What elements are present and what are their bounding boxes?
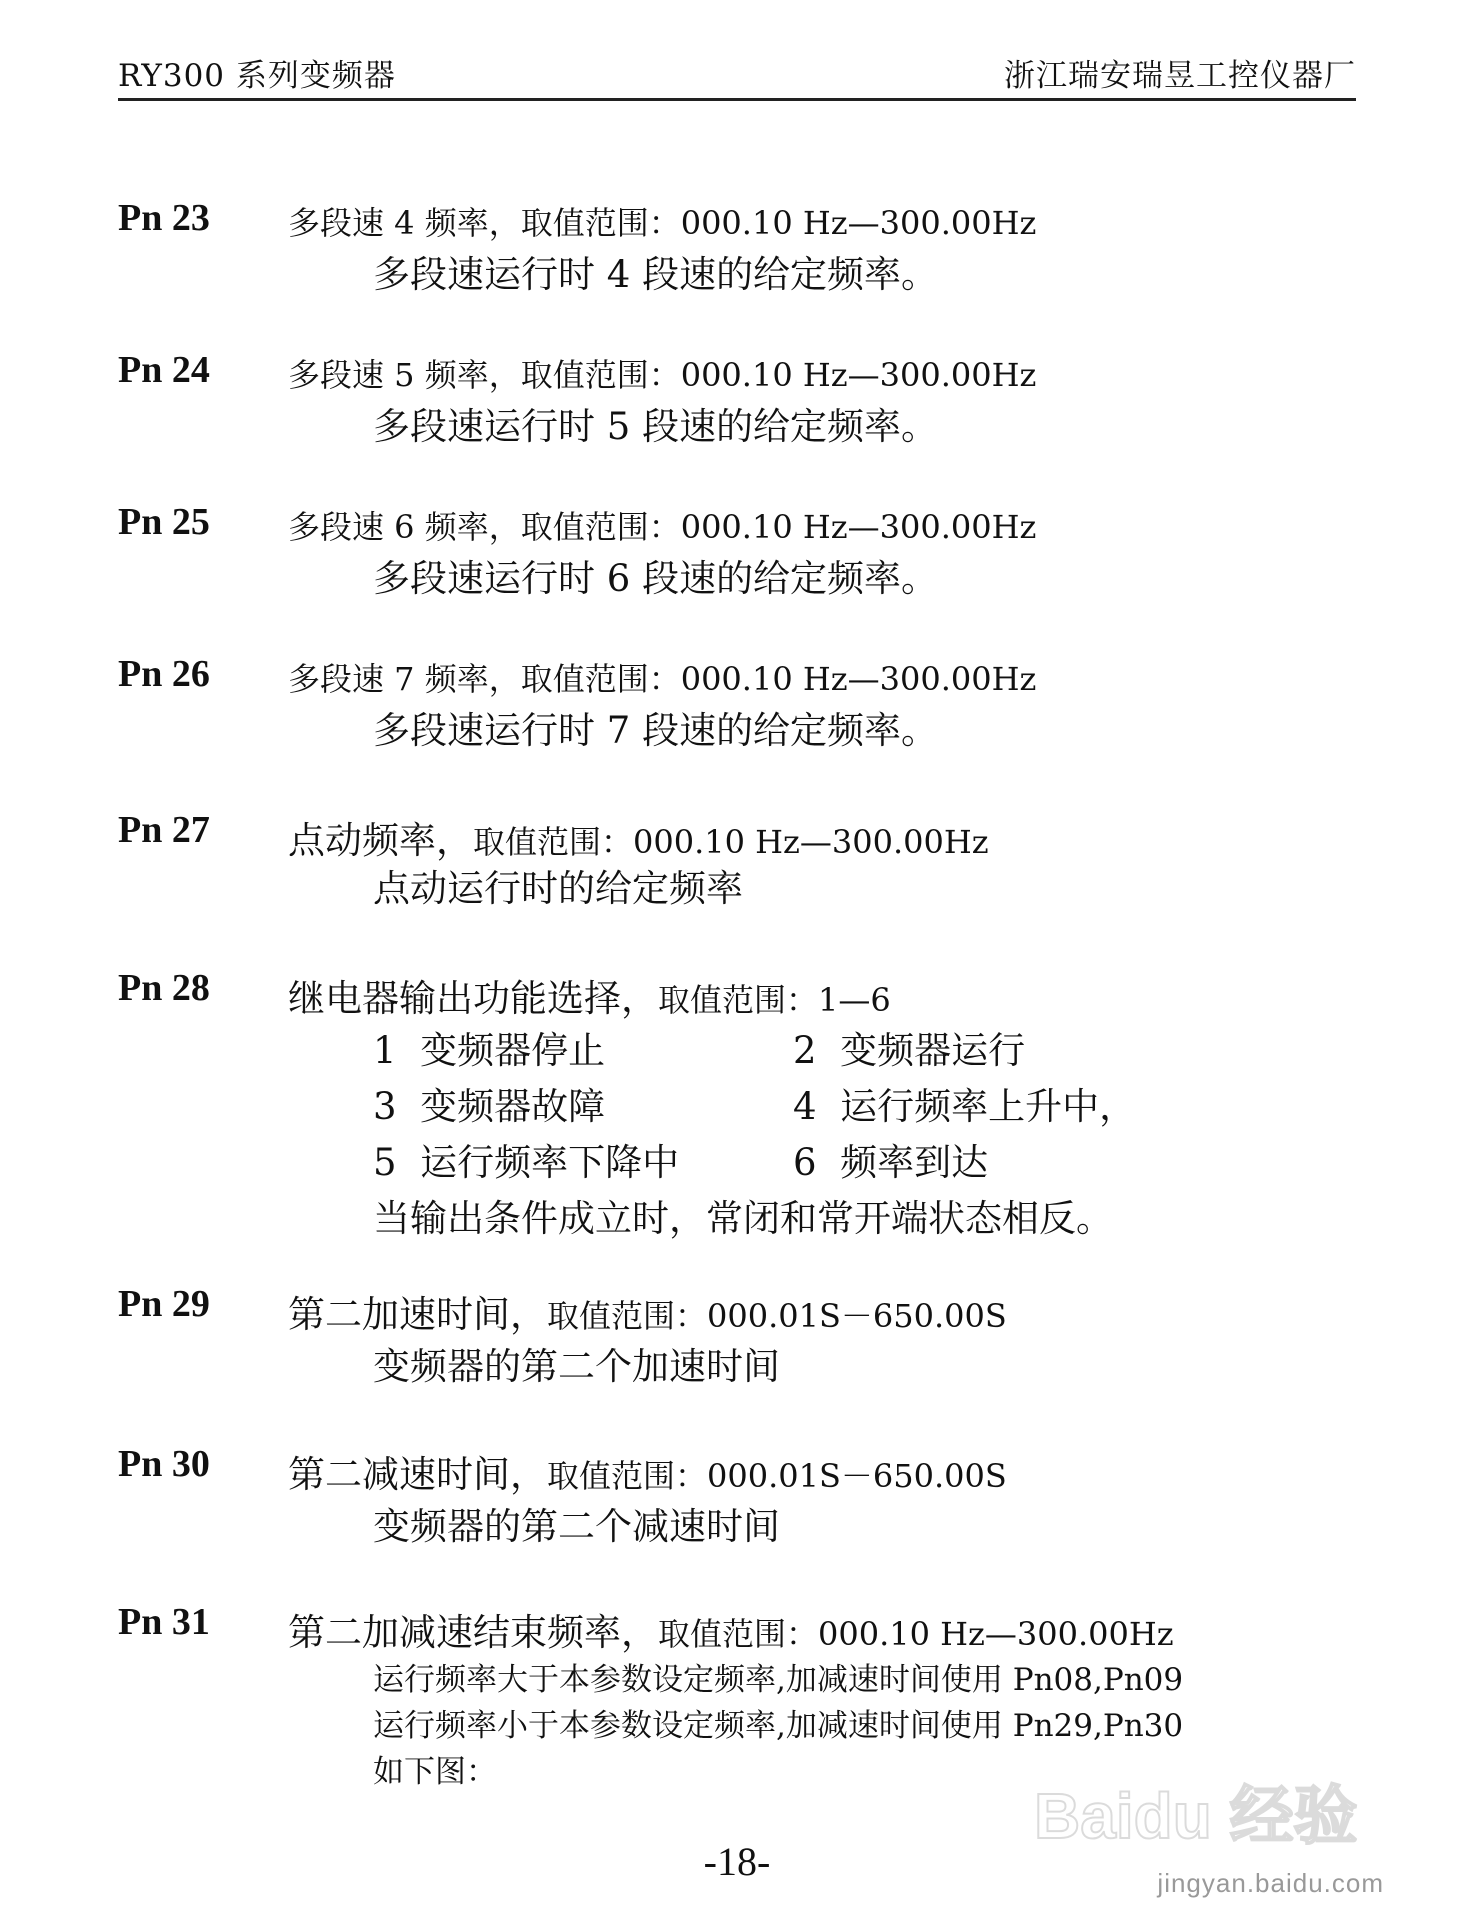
param-title: [288, 1284, 1007, 1338]
param-code: Pn 23: [118, 197, 210, 239]
param-description: 多段速运行时 4 段速的给定频率。: [373, 253, 939, 296]
param-title-name: 点动频率，: [288, 819, 473, 862]
param-description-line: 如下图：: [373, 1754, 497, 1790]
param-code: Pn 30: [118, 1443, 210, 1485]
param-title: 多段速 7 频率，取值范围：000.10 Hz—300.00Hz: [288, 660, 1037, 698]
param-title: [288, 810, 989, 864]
param-title: [288, 1444, 1007, 1498]
param-description-line: 运行频率大于本参数设定频率,加减速时间使用 Pn08,Pn09: [373, 1662, 1184, 1698]
param-code: Pn 27: [118, 809, 210, 851]
param-note: 当输出条件成立时，常闭和常开端状态相反。: [373, 1197, 1113, 1240]
param-title-name: 第二加减速结束频率，: [288, 1611, 658, 1654]
param-range: 取值范围：1—6: [658, 981, 891, 1019]
param-description: 变频器的第二个加速时间: [373, 1345, 780, 1388]
param-range: 取值范围：000.10 Hz—300.00Hz: [473, 823, 989, 861]
page-header: [118, 48, 1356, 101]
option-item: 1 变频器停止: [373, 1029, 606, 1072]
param-code: Pn 25: [118, 501, 210, 543]
param-title-name: 继电器输出功能选择，: [288, 977, 658, 1020]
param-range: 取值范围：000.01S－650.00S: [547, 1297, 1007, 1335]
option-item: 6 频率到达: [793, 1141, 989, 1184]
param-description: 多段速运行时 7 段速的给定频率。: [373, 709, 939, 752]
param-range: 取值范围：000.10 Hz—300.00Hz: [658, 1615, 1174, 1653]
header-product-title: RY300 系列变频器: [118, 58, 396, 94]
option-item: 5 运行频率下降中: [373, 1141, 680, 1184]
option-item: 2 变频器运行: [793, 1029, 1026, 1072]
param-code: Pn 26: [118, 653, 210, 695]
param-title: [288, 1602, 1174, 1656]
param-code: Pn 24: [118, 349, 210, 391]
param-title-name: 第二加速时间，: [288, 1293, 547, 1336]
param-title: 多段速 5 频率，取值范围：000.10 Hz—300.00Hz: [288, 356, 1037, 394]
param-code: Pn 28: [118, 967, 210, 1009]
watermark-url: jingyan.baidu.com: [1157, 1868, 1384, 1898]
param-title: [288, 968, 891, 1022]
param-description: 多段速运行时 5 段速的给定频率。: [373, 405, 939, 448]
option-item: 4 运行频率上升中，: [793, 1085, 1137, 1128]
param-description-line: 运行频率小于本参数设定频率,加减速时间使用 Pn29,Pn30: [373, 1708, 1184, 1744]
param-title: 多段速 4 频率，取值范围：000.10 Hz—300.00Hz: [288, 204, 1037, 242]
param-code: Pn 31: [118, 1601, 210, 1643]
param-title-name: 第二减速时间，: [288, 1453, 547, 1496]
param-title: 多段速 6 频率，取值范围：000.10 Hz—300.00Hz: [288, 508, 1037, 546]
watermark-brand: Baidu 经验: [1034, 1780, 1358, 1852]
param-range: 取值范围：000.01S－650.00S: [547, 1457, 1007, 1495]
param-description: 点动运行时的给定频率: [373, 867, 743, 910]
param-code: Pn 29: [118, 1283, 210, 1325]
param-description: 多段速运行时 6 段速的给定频率。: [373, 557, 939, 600]
option-item: 3 变频器故障: [373, 1085, 606, 1128]
page-number: -18-: [703, 1839, 771, 1884]
header-company-name: 浙江瑞安瑞昱工控仪器厂: [1004, 58, 1356, 94]
param-description: 变频器的第二个减速时间: [373, 1505, 780, 1548]
